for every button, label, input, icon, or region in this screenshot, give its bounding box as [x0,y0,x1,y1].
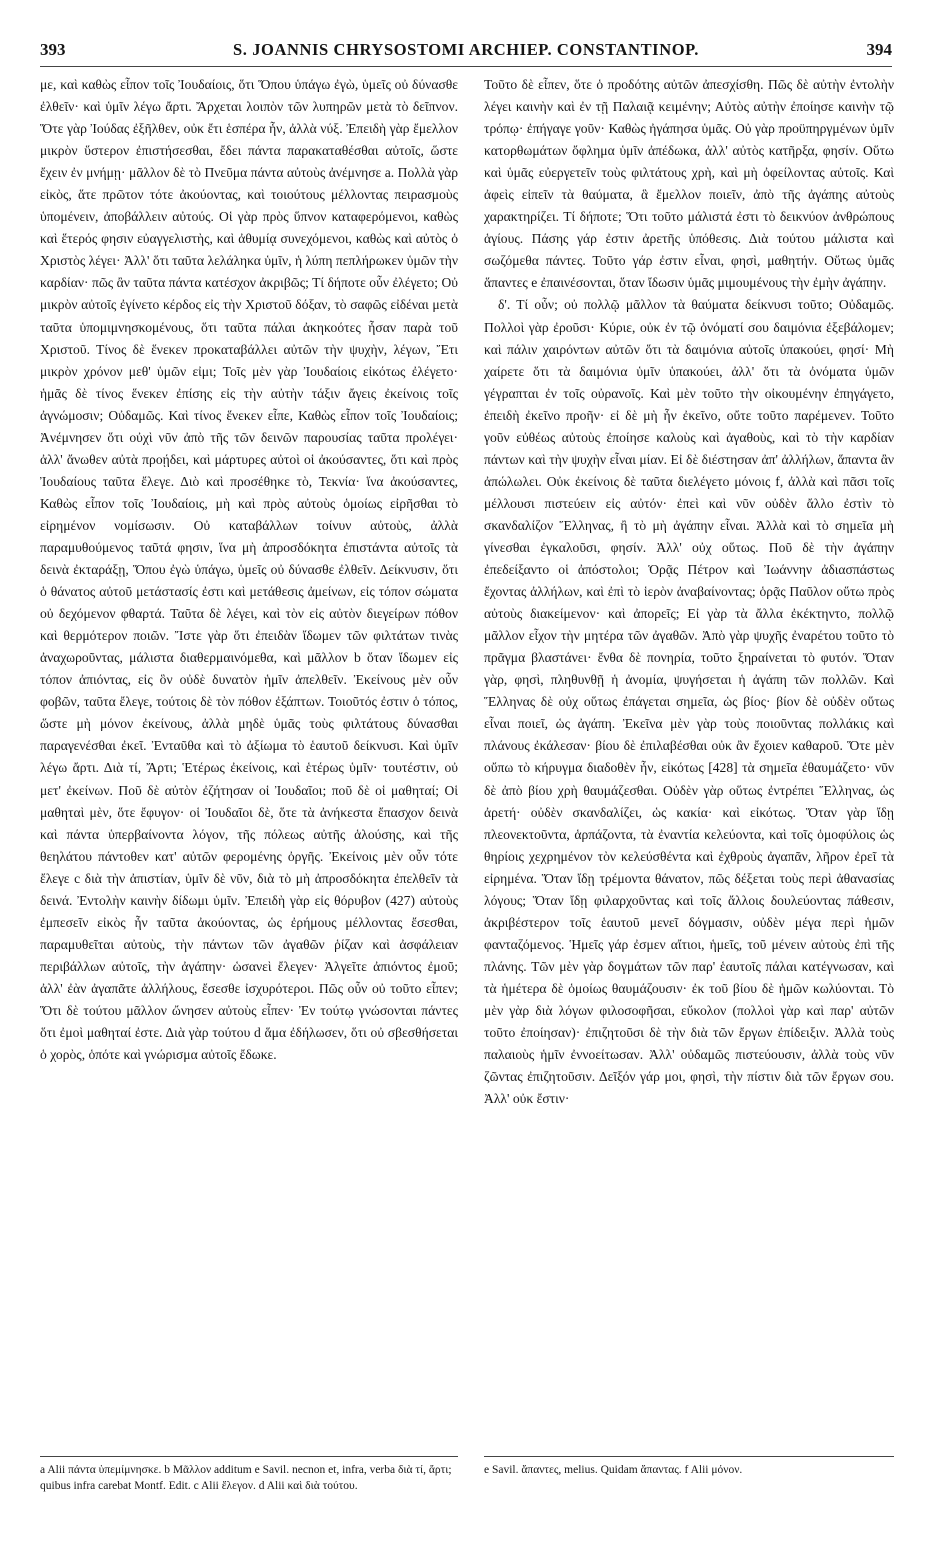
left-page-number: 393 [40,40,66,59]
right-paragraph-1: Τοῦτο δὲ εἶπεν, ὅτε ὁ προδότης αὐτῶν ἀπεσχίσθη. Πῶς δὲ αὐτὴν ἐντολὴν λέγει καινὴν καὶ ἐν τῇ Παλαιᾷ κειμένην; Αὐτὸς αὐτὴν ἐποίησε καινὴν τῷ τρόπῳ· ἐπήγαγε γοῦν· Καθὼς ἠγάπησα ὑμᾶς. Οὐ γὰρ προϋπηργμένων ὑμῖν κατορθωμάτων ὄφλημα ὑμῖν ἀπέδωκα, ἀλλ' αὐτὸς κατῆρξα, φησίν. Οὕτω καὶ ὑμᾶς εὐεργετεῖν τοὺς φιλτάτους χρὴ, καὶ μὴ ὀφείλοντας αὐτοῖς. Καὶ ἀφεὶς εἰπεῖν τὰ θαύματα, ἃ ἔμελλον ποιεῖν, ἀπὸ τῆς ἀγάπης αὐτοὺς χαρακτηρίζει. Τί δήποτε; Ὅτι τοῦτο μάλιστά ἐστι τὸ δεικνύον ἀνθρώπους ἁγίους. Πάσης γάρ ἐστιν ἀρετῆς ὑπόθεσις. Διὰ τούτου μάλιστα καὶ σωζόμεθα πάντες. Τοῦτο γάρ ἐστιν εἶναι, φησὶ, μαθητήν. Οὕτως ὑμᾶς ἅπαντες e ἐπαινέσονται, ὅταν ἴδωσιν ὑμᾶς μιμουμένους τὴν ἐμὴν ἀγάπην. [484,77,894,291]
left-column [40,74,458,1454]
right-page-number: 394 [866,40,892,59]
right-column [484,74,894,1454]
running-title: S. JOANNIS CHRYSOSTOMI ARCHIEP. CONSTANTINOP. [232,40,700,59]
left-paragraph: με, καὶ καθὼς εἶπον τοῖς Ἰουδαίοις, ὅτι Ὅπου ὑπάγω ἐγὼ, ὑμεῖς οὐ δύνασθε ἐλθεῖν· καὶ ὑμῖν λέγω ἄρτι. Ἄρχεται λοιπὸν τῶν λυπηρῶν μετὰ τὸ δεῖπνον. Ὅτε γὰρ Ἰούδας ἐξῆλθεν, οὐκ ἔτι ἑσπέρα ἦν, ἀλλὰ νύξ. Ἐπειδὴ γὰρ ἔμελλον μικρὸν ὕστερον ἐπιστήσεσθαι, ἔδει πάντα παρακαταθέσθαι αὐτοῖς, ὥστε ἔχειν ἐν μνήμῃ· μᾶλλον δὲ τὸ Πνεῦμα πάντα αὐτοὺς ἀνέμνησε a. Πολλὰ γὰρ εἰκὸς, ἅτε πρῶτον τότε ἀκούοντας, καὶ τοιούτους μέλλοντας πειρασμοὺς ὑπομένειν, ἀποβάλλειν αὐτούς. Οἱ γὰρ πρὸς ὕπνον καταφερόμενοι, καθὼς καὶ ἕτερός φησιν εὐαγγελιστὴς, καὶ ἀθυμίᾳ συνεχόμενοι, καθὼς καὶ αὐτὸς ὁ Χριστὸς λέγει· Ἀλλ' ὅτι ταῦτα λελάληκα ὑμῖν, ἡ λύπη πεπλήρωκεν ὑμῶν τὴν καρδίαν· πῶς ἂν ταῦτα πάντα κατέσχον ἀκριβῶς; Τί δήποτε οὖν ἐλέγετο; Οὐ μικρὸν αὐτοῖς ἐγίνετο κέρδος εἰς τὴν Χριστοῦ δόξαν, τὸ σαφῶς εἰδέναι μετὰ ταῦτα ὑπομιμνησκομένους, ὅτι ταῦτα πάλαι ἀκηκοότες ἦσαν παρὰ τοῦ Χριστοῦ. Τίνος δὲ ἕνεκεν προκαταβάλλει αὐτῶν τὴν ψυχὴν, λέγων, Ἔτι μικρὸν χρόνον μεθ' ὑμῶν εἰμι; Τοῖς μὲν γὰρ Ἰουδαίοις εἰκότως ἐλέγετο· ἡμᾶς δὲ τίνος ἕνεκεν ἐπίσης εἰς τὴν αὐτὴν τάξιν ἄγεις ἐκείνοις τοῖς ἀγνώμοσιν; Οὐδαμῶς. Καὶ τίνος ἕνεκεν εἶπε, Καθὼς εἶπον τοῖς Ἰουδαίοις; Ἀνέμνησεν ὅτι οὐχὶ νῦν ἀπὸ τῆς τῶν δεινῶν παρουσίας ταῦτα προλέγει· ἀλλ' ἄνωθεν αὐτὰ προῄδει, καὶ μάρτυρες αὐτοὶ οἱ ἀκούσαντες, ὅτι καὶ πρὸς Ἰουδαίους ταῦτα ἔλεγε. Διὸ καὶ προσέθηκε τὸ, Τεκνία· ἵνα ἀκούσαντες, Καθὼς εἶπον τοῖς Ἰουδαίοις, μὴ καὶ πρὸς αὐτοὺς ὁμοίως εἰρῆσθαι τὸ εἰρημένον νομίσωσιν. Οὐ καταβάλλων τοίνυν αὐτοὺς, ἀλλὰ παραμυθούμενος ταῦτά φησιν, ἵνα μὴ ἀπροσδόκητα ἐπιστάντα αὐτοῖς τὰ δεινὰ ἐκταράξῃ, Ὅπου ἐγὼ ὑπάγω, ὑμεῖς οὐ δύνασθε ἐλθεῖν. Δείκνυσιν, ὅτι ὁ θάνατος αὐτοῦ μετάστασίς ἐστι καὶ μετάθεσις ἀμείνων, εἰς τόπον σώματα οὐ δεχόμενον φθαρτά. Ταῦτα δὲ λέγει, καὶ τὸν εἰς αὐτὸν διεγείρων πόθον καὶ θερμότερον ποιῶν. Ἴστε γὰρ ὅτι ἐπειδὰν ἴδωμεν τῶν φιλτάτων τινὰς ἀναχωροῦντας, μάλιστα διαθερμαινόμεθα, καὶ μᾶλλον b ὅταν ἴδωμεν εἰς τόπον ἀπιόντας, εἰς ὃν οὐδὲ δυνατὸν ἡμῖν ἀπελθεῖν. Ἐκείνους μὲν οὖν φοβῶν, ταῦτα ἔλεγε, τούτοις δὲ τὸν πόθον ἐξάπτων. Τοιοῦτός ἐστιν ὁ τόπος, ὥστε μὴ μόνον ἐκείνους, ἀλλὰ μηδὲ ὑμᾶς τοὺς φιλτάτους δύνασθαι παραγενέσθαι ἐκεῖ. Ἐνταῦθα καὶ τὸ ἀξίωμα τὸ ἑαυτοῦ δείκνυσι. Καὶ ὑμῖν λέγω ἄρτι. Διὰ τί, Ἄρτι; Ἑτέρως ἐκείνοις, καὶ ἑτέρως ὑμῖν· τουτέστιν, οὐ μετ' ἐκείνων. Ποῦ δὲ αὐτὸν ἐζήτησαν οἱ Ἰουδαῖοι; ποῦ δὲ οἱ μαθηταί; Οἱ μαθηταὶ μὲν, ὅτε ἔφυγον· οἱ Ἰουδαῖοι δὲ, ὅτε τὰ ἀνήκεστα ἔπασχον δεινὰ καὶ πάντα ὑπερβαίνοντα λόγον, τῆς πόλεως αὐτῆς ἁλούσης, καὶ τῆς θεηλάτου πάντοθεν κατ' αὐτῶν φερομένης ὀργῆς. Ἐκείνοις μὲν οὖν τότε ἔλεγε c διὰ τὴν ἀπιστίαν, ὑμῖν δὲ νῦν, διὰ τὸ μὴ ἀπροσδόκητα ἐπελθεῖν τὰ δεινά. Ἐντολὴν καινὴν δίδωμι ὑμῖν. Ἐπειδὴ γὰρ εἰς θόρυβον (427) αὐτοὺς ἐμπεσεῖν εἰκὸς ἦν ταῦτα ἀκούοντας, ὡς ἐρήμους μέλλοντας ἔσεσθαι, παραμυθεῖται αὐτοὺς, τὴν πάντων τῶν ἀγαθῶν ῥίζαν καὶ ἀσφάλειαν περιβάλλων αὐτοῖς, τὴν ἀγάπην· ὡσανεὶ ἔλεγεν· Ἀλγεῖτε ἀπιόντος ἐμοῦ; ἀλλ' ἐὰν ἀγαπᾶτε ἀλλήλους, ἔσεσθε ἰσχυρότεροι. Πῶς οὖν οὐ τοῦτο εἶπεν; Ὅτι δὲ τούτου μᾶλλον ὤνησεν αὐτοὺς εἶπεν· Ἐν τούτῳ γνώσονται πάντες ὅτι ἐμοὶ μαθηταί ἐστε. Διὰ γὰρ τούτου d ἅμα ἐδήλωσεν, ὅτι οὐ σβεσθήσεται ὁ χορὸς, ὁπότε καὶ γνώρισμα αὐτοῖς ἔδωκε. [40,77,458,1063]
footnotes-right: e Savil. ἅπαντες, melius. Quidam ἅπαντας. f Alii μόνον. [484,1456,894,1523]
right-paragraph-2: δ'. Τί οὖν; οὐ πολλῷ μᾶλλον τὰ θαύματα δείκνυσι τοῦτο; Οὐδαμῶς. Πολλοὶ γὰρ ἐροῦσι· Κύριε, οὐκ ἐν τῷ ὀνόματί σου δαιμόνια ἐξεβάλομεν; καὶ πάλιν χαιρόντων αὐτῶν ὅτι τὰ δαιμόνια αὐτοῖς ὑπακούει, φησί· Μὴ χαίρετε ὅτι τὰ δαιμόνια ὑμῖν ὑπακούει, ἀλλ' ὅτι τὰ ὀνόματα ὑμῶν γέγραπται ἐν τοῖς οὐρανοῖς. Καὶ μὲν τοῦτο τὴν οἰκουμένην ἐπηγάγετο, ἐπειδὴ ἐκεῖνο προῆν· εἰ δὲ μὴ ἦν ἐκεῖνο, οὔτε τοῦτο παρέμενεν. Τοῦτο γοῦν εὐθέως αὐτοὺς ἐποίησε καλοὺς καὶ ἀγαθοὺς, καὶ τὸ τὴν καρδίαν πάντων καὶ τὴν ψυχὴν εἶναι μίαν. Εἰ δὲ διέστησαν ἀπ' ἀλλήλων, ἅπαντα ἂν ἀπώλωλει. Οὐκ ἐκείνοις δὲ ταῦτα διελέγετο μόνοις f, ἀλλὰ καὶ πᾶσι τοῖς μέλλουσι πιστεύειν εἰς αὐτόν· ἐπεὶ καὶ νῦν οὐδὲν ἄλλο ἐστὶν τὸ σκανδαλίζον Ἕλληνας, ἢ τὸ μὴ ἀγάπην εἶναι. Ἀλλὰ καὶ τὸ σημεῖα μὴ γίνεσθαι ἐγκαλοῦσι, φησίν. Ἀλλ' οὐχ οὕτως. Ποῦ δὲ τὴν ἀγάπην ἐπεδείξαντο οἱ ἀπόστολοι; Ὁρᾷς Πέτρον καὶ Ἰωάννην ἀδιασπάστως ἔχοντας ἀλλήλων, καὶ ἐπὶ τὸ ἱερὸν ἀναβαίνοντας; ὁρᾷς Παῦλον οὕτω πρὸς αὐτοὺς διακείμενον· καὶ ἀπορεῖς; Εἰ γὰρ τὰ ἄλλα ἐκέκτηντο, πολλῷ μᾶλλον εἶχον τὴν μητέρα τῶν ἀγαθῶν. Ἀπὸ γὰρ ψυχῆς ἐναρέτου τοῦτο τὸ πρᾶγμα βλαστάνει· ἔνθα δὲ πονηρία, τοῦτο ξηραίνεται τὸ φυτόν. Ὅταν γὰρ, φησὶ, πληθυνθῇ ἡ ἀνομία, ψυγήσεται ἡ ἀγάπη τῶν πολλῶν. Καὶ Ἕλληνας δὲ οὐχ οὕτως ἐπάγεται σημεῖα, ὡς βίος· βίον δὲ οὐδὲν οὕτως εἶναι ποιεῖ, ὡς ἀγάπη. Ἐκεῖνα μὲν γὰρ τοὺς ποιοῦντας πολλάκις καὶ πλάνους ἐκάλεσαν· βίου δὲ ἐπιλαβέσθαι οὐκ ἂν ἔχοιεν καθαροῦ. Ὅτε μὲν οὔπω τὸ κήρυγμα διαδοθὲν ἦν, εἰκότως [428] τὰ σημεῖα ἐθαυμάζετο· νῦν δὲ ἀπὸ βίου χρὴ θαυμάζεσθαι. Οὐδὲν γὰρ οὕτως ἐντρέπει Ἕλληνας, ὡς ἀρετή· οὐδὲν σκανδαλίζει, ὡς κακία· καὶ εἰκότως. Ὅταν γὰρ ἴδῃ πλεονεκτοῦντα, ἁρπάζοντα, τὰ ἐναντία κελεύοντα, καὶ τοῖς ὁμοφύλοις ὡς θηρίοις χεχρημένον τὸν κελεύσθέντα καὶ ἐχθροὺς ἀγαπᾶν, λῆρον ἐρεῖ τὰ εἰρημένα. Ὅταν ἴδῃ τρέμοντα θάνατον, πῶς δέξεται τοὺς περὶ ἀθανασίας λόγους; Ὅταν ἴδῃ φιλαρχοῦντας καὶ τοῖς ἄλλοις δουλεύοντας πάθεσιν, ἀκριβέστερον τοῖς ἑαυτοῦ μενεῖ δόγμασιν, οὐδὲν μέγα περὶ ἡμῶν φανταζόμενος. Ἡμεῖς γάρ ἐσμεν αἴτιοι, ἡμεῖς, τοῦ μένειν αὐτοὺς ἐπὶ τῆς πλάνης. Τῶν μὲν γὰρ δογμάτων τῶν παρ' ἑαυτοῖς πάλαι κατέγνωσαν, καὶ τὰ ἡμέτερα δὲ ὁμοίως θαυμάζουσιν· ἐκ τοῦ βίου δὲ ἡμῶν κωλύονται. Τὸ μὲν γὰρ διὰ λόγων φιλοσοφῆσαι, εὔκολον (πολλοὶ γὰρ καὶ παρ' αὐτῶν τοῦτο ἐποίησαν)· ἐπιζητοῦσι δὲ τὴν διὰ τῶν ἔργων ἐπίδειξιν. Ἀλλὰ τοὺς παλαιοὺς ἡμῖν ἐννοείτωσαν. Ἀλλ' οὐδαμῶς πιστεύουσιν, ἀλλὰ τοὺς νῦν ζῶντας ἐπιζητοῦσιν. Δεῖξόν γάρ μοι, φησὶ, τὴν πίστιν διὰ τῶν ἔργων σου. Ἀλλ' οὐκ ἔστιν· [484,297,894,1107]
footnotes-left: a Alii πάντα ὑπεμίμνησκε. b Μᾶλλον additum e Savil. necnon et, infra, verba διὰ τί, ἄρτι; quibus infra carebat Montf. Edit. c Alii ἔλεγον. d Alii καὶ διὰ τούτου. [40,1456,458,1543]
running-header [40,38,892,67]
